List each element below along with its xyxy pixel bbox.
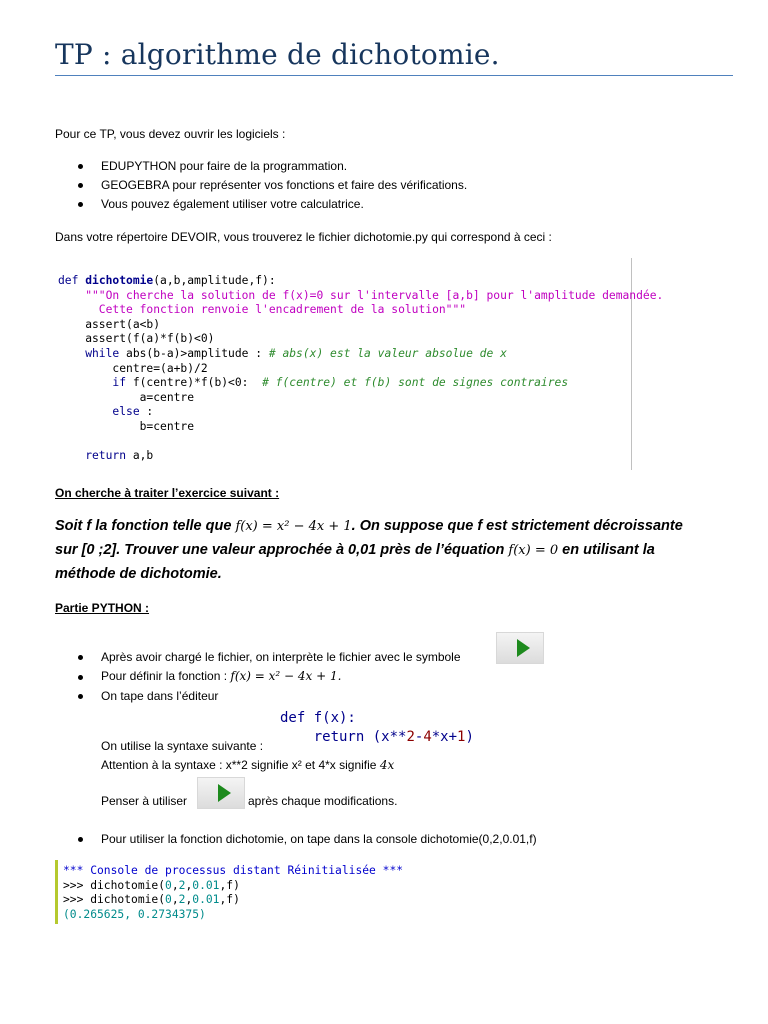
- code-keyword: while: [58, 347, 127, 360]
- attention-label: Attention à la syntaxe : x**2 signifie x² et 4*x signifie: [101, 758, 380, 772]
- console-number: 0.01: [192, 878, 220, 892]
- title-underline: [55, 75, 733, 76]
- code-number: 1: [457, 729, 466, 745]
- code-keyword: else: [58, 405, 147, 419]
- play-icon: [517, 639, 530, 657]
- software-item: GEOGEBRA pour représenter vos fonctions et faire des vérifications.: [101, 178, 468, 192]
- console-input: [63, 893, 240, 906]
- code-line: [58, 405, 153, 420]
- bullet: [78, 675, 83, 680]
- code-comment: # f(centre) et f(b) sont de signes contraires: [262, 376, 569, 390]
- console-output: (0.265625, 0.2734375): [63, 907, 206, 921]
- python-item-text: Pour définir la fonction :: [101, 669, 231, 683]
- console-input: [63, 879, 240, 892]
- code-function-name: dichotomie: [85, 274, 154, 287]
- function-definition-code: [280, 729, 474, 745]
- page-title: TP : algorithme de dichotomie.: [55, 38, 500, 71]
- code-text: -: [414, 729, 424, 745]
- console-text: ,f): [219, 893, 240, 906]
- console-number: 0: [165, 893, 172, 906]
- console-text: ,f): [219, 878, 240, 892]
- exercise-statement-line: [55, 518, 683, 534]
- bullet: [78, 202, 83, 207]
- code-line: b=centre: [58, 420, 195, 433]
- code-line: a=centre: [58, 390, 195, 404]
- bullet: [78, 655, 83, 660]
- console-number: 0.01: [192, 893, 220, 906]
- console-text: >>> dichotomie(: [63, 893, 166, 906]
- code-text: f(centre)*f(b)<0:: [132, 376, 263, 390]
- exercise-text: . On suppose que f est strictement décroissante: [351, 518, 683, 534]
- penser-text: après chaque modifications.: [248, 794, 398, 808]
- code-text: return (x**: [280, 729, 407, 745]
- exercise-formula: f(x) = x² − 4x + 1: [235, 519, 352, 534]
- software-item: Vous pouvez également utiliser votre calculatrice.: [101, 197, 364, 211]
- bullet: [78, 694, 83, 699]
- penser-text: Penser à utiliser: [101, 794, 188, 808]
- code-docstring: Cette fonction renvoie l'encadrement de la solution""": [58, 303, 467, 317]
- console-number: 0: [165, 878, 172, 892]
- code-text: ): [465, 729, 474, 745]
- code-docstring: """On cherche la solution de f(x)=0 sur l'intervalle [a,b] pour l'amplitude demandée.: [58, 288, 664, 302]
- console-text: ,: [171, 893, 179, 906]
- console-header: *** Console de processus distant Réinitialisée ***: [63, 864, 404, 877]
- run-icon[interactable]: [496, 632, 544, 664]
- exercise-text: sur [0 ;2]. Trouver une valeur approchée à 0,01 près de l’équation: [55, 542, 509, 558]
- play-icon: [218, 784, 231, 802]
- attention-text: [101, 758, 394, 772]
- python-item: Après avoir chargé le fichier, on interprète le fichier avec le symbole: [101, 650, 461, 664]
- python-item: On tape dans l’éditeur: [101, 689, 219, 703]
- exercise-statement-line: méthode de dichotomie.: [55, 566, 222, 582]
- console-number: 2: [178, 878, 186, 892]
- code-line: [58, 449, 153, 464]
- code-line: [58, 274, 276, 289]
- code-line: centre=(a+b)/2: [58, 361, 208, 375]
- python-item: Pour utiliser la fonction dichotomie, on tape dans la console dichotomie(0,2,0.01,f): [101, 832, 537, 846]
- exercise-statement-line: [55, 542, 655, 558]
- exercise-heading: On cherche à traiter l’exercice suivant :: [55, 486, 280, 500]
- code-comment: # abs(x) est la valeur absolue de x: [268, 347, 507, 360]
- bullet: [78, 164, 83, 169]
- exercise-text: en utilisant la: [558, 542, 655, 558]
- code-text: :: [146, 405, 154, 419]
- attention-formula: 4x: [379, 758, 395, 772]
- code-text: (a,b,amplitude,f):: [153, 274, 276, 287]
- exercise-formula: f(x) = 0: [508, 543, 559, 558]
- code-line: assert(f(a)*f(b)<0): [58, 332, 215, 346]
- python-item-formula: f(x) = x² − 4x + 1.: [230, 669, 342, 683]
- code-line: [58, 376, 568, 391]
- code-keyword: return: [58, 449, 133, 463]
- console-text: ,: [171, 878, 179, 892]
- code-keyword: if: [58, 376, 133, 390]
- code-number: 2: [406, 729, 415, 745]
- console-text: ,: [185, 878, 193, 892]
- run-icon[interactable]: [197, 777, 245, 809]
- function-definition-code: def f(x):: [280, 710, 356, 726]
- bullet: [78, 837, 83, 842]
- exercise-text: Soit f la fonction telle que: [55, 518, 236, 534]
- code-number: 4: [423, 729, 432, 745]
- console-number: 2: [178, 893, 186, 906]
- intro-text: Pour ce TP, vous devez ouvrir les logiciels :: [55, 127, 286, 141]
- bullet: [78, 183, 83, 188]
- software-item: EDUPYTHON pour faire de la programmation.: [101, 159, 348, 173]
- code-line: assert(a<b): [58, 317, 161, 331]
- code-line: [58, 347, 507, 362]
- python-heading: Partie PYTHON :: [55, 601, 150, 615]
- code-keyword: def: [58, 274, 86, 287]
- console-margin-bar: [55, 860, 58, 924]
- console-text: ,: [185, 893, 193, 906]
- code-text: abs(b-a)>amplitude :: [126, 347, 269, 360]
- python-item: [101, 669, 341, 683]
- console-text: >>> dichotomie(: [63, 878, 166, 892]
- code-text: a,b: [132, 449, 154, 463]
- directory-text: Dans votre répertoire DEVOIR, vous trouverez le fichier dichotomie.py qui correspond à ceci :: [55, 230, 552, 244]
- syntax-text: On utilise la syntaxe suivante :: [101, 739, 264, 753]
- code-text: *x+: [431, 729, 458, 745]
